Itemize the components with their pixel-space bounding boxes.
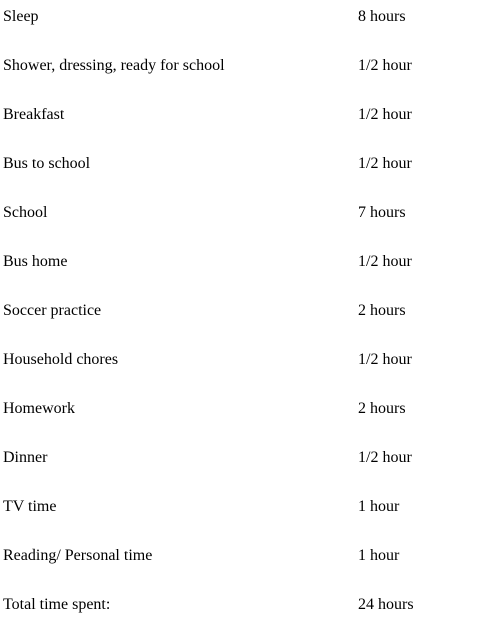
- activity-label: Sleep: [3, 8, 39, 25]
- duration-value: 1/2 hour: [358, 449, 412, 466]
- schedule-row: [0, 299, 489, 323]
- total-label: Total time spent:: [3, 596, 111, 613]
- duration-value: 1/2 hour: [358, 106, 412, 123]
- activity-label: Shower, dressing, ready for school: [3, 57, 225, 74]
- schedule-row: [0, 201, 489, 225]
- duration-value: 2 hours: [358, 400, 406, 417]
- activity-label: Bus to school: [3, 155, 91, 172]
- schedule-row: [0, 495, 489, 519]
- duration-value: 1 hour: [358, 498, 400, 515]
- schedule-row: [0, 397, 489, 421]
- total-row: [0, 593, 489, 617]
- duration-value: 8 hours: [358, 8, 406, 25]
- schedule-row: [0, 348, 489, 372]
- schedule-row: [0, 5, 489, 29]
- schedule-row: [0, 103, 489, 127]
- schedule-row: [0, 54, 489, 78]
- schedule-row: [0, 152, 489, 176]
- total-value: 24 hours: [358, 596, 414, 613]
- activity-label: Soccer practice: [3, 302, 102, 319]
- activity-label: Breakfast: [3, 106, 65, 123]
- duration-value: 1/2 hour: [358, 57, 412, 74]
- activity-label: Reading/ Personal time: [3, 547, 153, 564]
- activity-label: Homework: [3, 400, 75, 417]
- duration-value: 7 hours: [358, 204, 406, 221]
- duration-value: 1 hour: [358, 547, 400, 564]
- schedule-row: [0, 250, 489, 274]
- schedule-row: [0, 446, 489, 470]
- activity-label: School: [3, 204, 48, 221]
- schedule-row: [0, 544, 489, 568]
- activity-label: Dinner: [3, 449, 48, 466]
- duration-value: 2 hours: [358, 302, 406, 319]
- activity-label: TV time: [3, 498, 57, 515]
- activity-label: Household chores: [3, 351, 119, 368]
- duration-value: 1/2 hour: [358, 351, 412, 368]
- activity-label: Bus home: [3, 253, 68, 270]
- duration-value: 1/2 hour: [358, 253, 412, 270]
- duration-value: 1/2 hour: [358, 155, 412, 172]
